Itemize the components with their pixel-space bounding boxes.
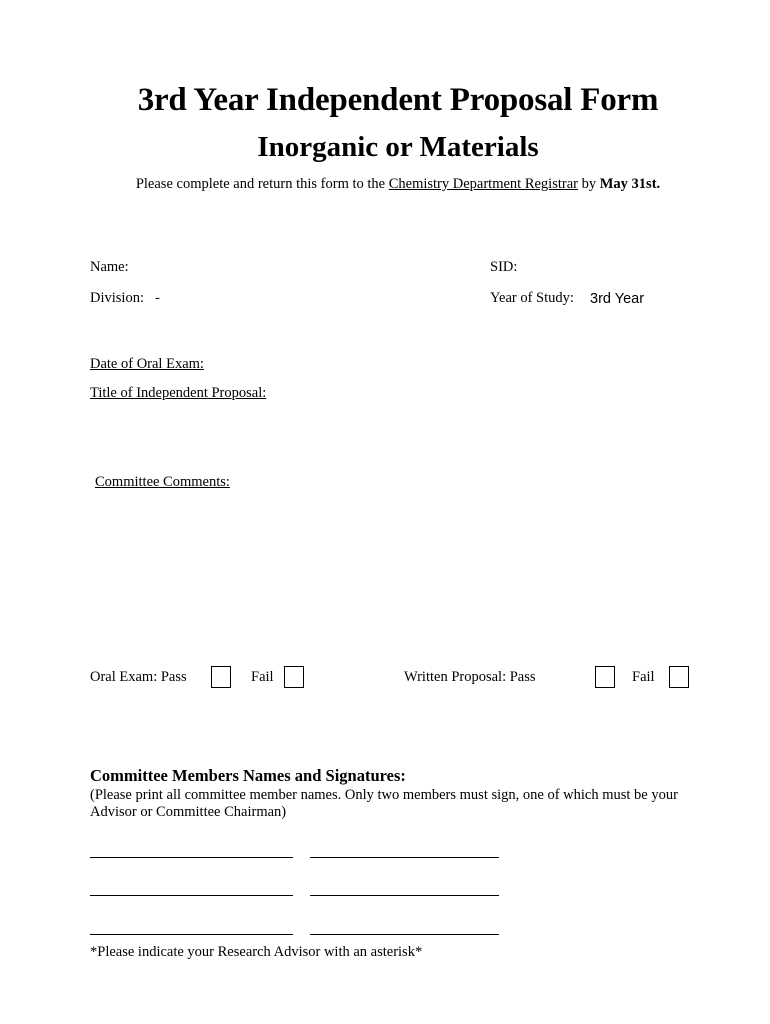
- name-label: Name:: [90, 259, 129, 275]
- committee-signature-line[interactable]: [310, 934, 499, 935]
- oral-exam-pass-checkbox[interactable]: [211, 666, 231, 688]
- written-proposal-pass-label: Written Proposal: Pass: [404, 669, 536, 685]
- committee-note: (Please print all committee member names. Only two members must sign, one of which must be your Advisor or Committee Chairman): [90, 787, 678, 820]
- oral-exam-date-label: Date of Oral Exam:: [90, 356, 204, 372]
- instructions-mid: by: [577, 176, 600, 192]
- committee-name-line[interactable]: [90, 857, 293, 858]
- committee-signature-line[interactable]: [310, 857, 499, 858]
- committee-signature-line[interactable]: [310, 895, 499, 896]
- oral-exam-pass-label: Oral Exam: Pass: [90, 669, 187, 685]
- sid-label: SID:: [490, 259, 518, 275]
- committee-comments-label: Committee Comments:: [95, 474, 230, 490]
- written-proposal-pass-checkbox[interactable]: [595, 666, 615, 688]
- registrar-link: Chemistry Department Registrar: [388, 176, 578, 192]
- advisor-footnote: *Please indicate your Research Advisor with an asterisk*: [90, 944, 423, 960]
- committee-heading: Committee Members Names and Signatures:: [90, 766, 406, 785]
- committee-name-line[interactable]: [90, 895, 293, 896]
- proposal-title-label: Title of Independent Proposal:: [90, 385, 267, 401]
- division-label: Division:: [90, 290, 144, 306]
- division-value[interactable]: -: [155, 290, 160, 306]
- year-of-study-label: Year of Study:: [490, 290, 574, 306]
- committee-name-line[interactable]: [90, 934, 293, 935]
- instructions-prefix: Please complete and return this form to the: [135, 176, 389, 192]
- page-title: 3rd Year Independent Proposal Form: [137, 82, 659, 118]
- written-proposal-fail-label: Fail: [632, 669, 655, 685]
- page-subtitle: Inorganic or Materials: [257, 131, 539, 163]
- written-proposal-fail-checkbox[interactable]: [669, 666, 689, 688]
- oral-exam-fail-label: Fail: [251, 669, 274, 685]
- deadline: May 31st.: [599, 176, 661, 192]
- instructions: [0, 176, 770, 193]
- year-of-study-value[interactable]: 3rd Year: [590, 291, 645, 307]
- oral-exam-fail-checkbox[interactable]: [284, 666, 304, 688]
